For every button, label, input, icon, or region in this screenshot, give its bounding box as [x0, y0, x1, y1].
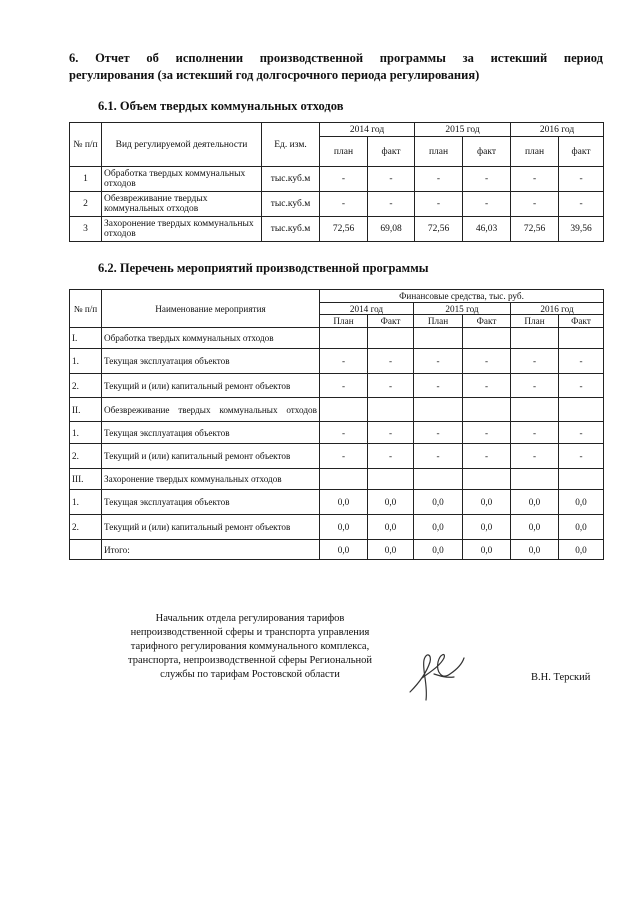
cell-value: -: [511, 192, 559, 217]
cell-value: 0,0: [414, 490, 463, 515]
table-row-total: [70, 540, 604, 560]
cell-value: -: [368, 349, 414, 374]
cell-value: -: [415, 192, 463, 217]
table-row: [70, 422, 604, 444]
cell-value: -: [368, 444, 414, 469]
cell-value: -: [463, 444, 511, 469]
table-row: [70, 349, 604, 374]
header-fact: факт: [463, 137, 511, 167]
cell-value: 0,0: [463, 490, 511, 515]
header-year: 2014 год: [320, 303, 414, 315]
cell-value: 0,0: [368, 490, 414, 515]
section-6-2-title: 6.2. Перечень мероприятий производственной программы: [98, 261, 429, 275]
section-6-heading-line2: регулирования (за истекший год долгосрочного периода регулирования): [69, 68, 480, 82]
header-fact: факт: [559, 137, 604, 167]
cell-value: -: [559, 374, 604, 398]
cell-value: -: [320, 374, 368, 398]
header-fact: Факт: [368, 315, 414, 328]
cell-value: -: [320, 167, 368, 192]
row-name: Обработка твердых коммунальных отходов: [102, 328, 320, 349]
cell-value: [368, 469, 414, 490]
table-row: [70, 469, 604, 490]
cell-value: -: [320, 192, 368, 217]
row-num: 2.: [70, 444, 102, 469]
cell-value: -: [511, 374, 559, 398]
cell-value: 0,0: [414, 540, 463, 560]
cell-value: [368, 398, 414, 422]
table-row: [70, 217, 604, 242]
cell-value: [559, 398, 604, 422]
table-row: [70, 328, 604, 349]
cell-value: 0,0: [511, 515, 559, 540]
row-name: Текущая эксплуатация объектов: [102, 349, 320, 374]
row-num: III.: [70, 469, 102, 490]
cell-value: -: [415, 167, 463, 192]
signatory-position-line: тарифного регулирования коммунального комплекса,: [130, 641, 370, 652]
cell-value: -: [511, 422, 559, 444]
cell-value: -: [511, 167, 559, 192]
signatory-name: В.Н. Терский: [531, 672, 591, 683]
signatory-position-line: транспорта, непроизводственной сферы Региональной: [127, 655, 372, 666]
row-num: 1.: [70, 349, 102, 374]
row-unit: тыс.куб.м: [262, 167, 320, 192]
cell-value: 72,56: [320, 217, 368, 242]
cell-value: -: [368, 374, 414, 398]
waste-volume-table: [69, 122, 604, 242]
cell-value: 0,0: [511, 490, 559, 515]
cell-value: [559, 328, 604, 349]
cell-value: -: [559, 349, 604, 374]
cell-value: 72,56: [511, 217, 559, 242]
cell-value: 0,0: [368, 540, 414, 560]
cell-value: [511, 469, 559, 490]
cell-value: 0,0: [559, 490, 604, 515]
header-num: № п/п: [70, 123, 102, 167]
cell-value: 0,0: [511, 540, 559, 560]
row-num: 2.: [70, 374, 102, 398]
header-activity: Вид регулируемой деятельности: [102, 123, 262, 167]
cell-value: 46,03: [463, 217, 511, 242]
header-plan: план: [415, 137, 463, 167]
cell-value: 0,0: [559, 515, 604, 540]
handwritten-signature: [404, 644, 468, 704]
header-year: 2016 год: [511, 123, 604, 137]
header-year: 2016 год: [511, 303, 604, 315]
header-unit: Ед. изм.: [262, 123, 320, 167]
cell-value: 0,0: [320, 515, 368, 540]
header-year: 2014 год: [320, 123, 415, 137]
row-unit: тыс.куб.м: [262, 217, 320, 242]
table-row: [70, 398, 604, 422]
cell-value: [320, 469, 368, 490]
row-name: Захоронение твердых коммунальных отходов: [102, 217, 262, 242]
cell-value: 0,0: [463, 515, 511, 540]
cell-value: [320, 398, 368, 422]
cell-value: -: [511, 444, 559, 469]
cell-value: [463, 469, 511, 490]
cell-value: 0,0: [463, 540, 511, 560]
signatory-position-line: Начальник отдела регулирования тарифов: [155, 613, 345, 624]
header-year: 2015 год: [415, 123, 511, 137]
cell-value: [368, 328, 414, 349]
header-finance: Финансовые средства, тыс. руб.: [320, 290, 604, 303]
cell-value: -: [463, 374, 511, 398]
row-num: I.: [70, 328, 102, 349]
header-measure-name: Наименование мероприятия: [102, 290, 320, 328]
cell-value: [463, 398, 511, 422]
cell-value: -: [559, 444, 604, 469]
cell-value: -: [463, 167, 511, 192]
row-num: 1.: [70, 422, 102, 444]
row-name: Текущий и (или) капитальный ремонт объектов: [102, 374, 320, 398]
row-name: Обезвреживание твердых коммунальных отходов: [102, 192, 262, 217]
cell-value: -: [414, 444, 463, 469]
cell-value: [414, 398, 463, 422]
header-fact: Факт: [559, 315, 604, 328]
row-num: 2: [70, 192, 102, 217]
row-name: Обработка твердых коммунальных отходов: [102, 167, 262, 192]
cell-value: -: [463, 422, 511, 444]
cell-value: 0,0: [320, 540, 368, 560]
row-name: Обезвреживание твердых коммунальных отходов: [102, 398, 320, 422]
signatory-position: [100, 612, 400, 682]
header-fact: факт: [368, 137, 415, 167]
table-row: [70, 515, 604, 540]
row-num: 1.: [70, 490, 102, 515]
row-name: Итого:: [102, 540, 320, 560]
cell-value: -: [414, 422, 463, 444]
table-row: [70, 490, 604, 515]
table-row: [70, 444, 604, 469]
header-year: 2015 год: [414, 303, 511, 315]
cell-value: -: [511, 349, 559, 374]
cell-value: 0,0: [414, 515, 463, 540]
signatory-position-line: службы по тарифам Ростовской области: [160, 669, 340, 680]
row-unit: тыс.куб.м: [262, 192, 320, 217]
header-plan: план: [320, 137, 368, 167]
program-measures-table: [69, 289, 604, 560]
cell-value: -: [320, 444, 368, 469]
header-plan: План: [511, 315, 559, 328]
row-name: Текущий и (или) капитальный ремонт объектов: [102, 444, 320, 469]
section-6-1-title: 6.1. Объем твердых коммунальных отходов: [98, 99, 344, 113]
row-name: Текущая эксплуатация объектов: [102, 490, 320, 515]
row-num: 1: [70, 167, 102, 192]
cell-value: 0,0: [368, 515, 414, 540]
cell-value: -: [320, 422, 368, 444]
cell-value: -: [414, 349, 463, 374]
cell-value: [511, 398, 559, 422]
cell-value: -: [463, 192, 511, 217]
cell-value: 72,56: [415, 217, 463, 242]
cell-value: -: [320, 349, 368, 374]
cell-value: -: [414, 374, 463, 398]
row-num: 2.: [70, 515, 102, 540]
cell-value: 69,08: [368, 217, 415, 242]
cell-value: 39,56: [559, 217, 604, 242]
table-row: [70, 167, 604, 192]
row-name: Захоронение твердых коммунальных отходов: [102, 469, 320, 490]
header-plan: план: [511, 137, 559, 167]
cell-value: [559, 469, 604, 490]
header-plan: План: [320, 315, 368, 328]
cell-value: [320, 328, 368, 349]
cell-value: 0,0: [559, 540, 604, 560]
row-num: [70, 540, 102, 560]
cell-value: -: [559, 192, 604, 217]
cell-value: -: [559, 422, 604, 444]
section-6-heading: [69, 50, 603, 84]
cell-value: [414, 328, 463, 349]
cell-value: -: [368, 167, 415, 192]
header-fact: Факт: [463, 315, 511, 328]
header-num: № п/п: [70, 290, 102, 328]
cell-value: -: [463, 349, 511, 374]
signatory-position-line: непроизводственной сферы и транспорта управления: [130, 627, 370, 638]
cell-value: [463, 328, 511, 349]
cell-value: -: [368, 192, 415, 217]
row-num: II.: [70, 398, 102, 422]
section-6-heading-line1: 6. Отчет об исполнении производственной программы за истекший период: [69, 51, 603, 65]
row-name: Текущая эксплуатация объектов: [102, 422, 320, 444]
cell-value: -: [559, 167, 604, 192]
table-row: [70, 374, 604, 398]
cell-value: [511, 328, 559, 349]
row-name: Текущий и (или) капитальный ремонт объектов: [102, 515, 320, 540]
cell-value: [414, 469, 463, 490]
row-num: 3: [70, 217, 102, 242]
cell-value: -: [368, 422, 414, 444]
cell-value: 0,0: [320, 490, 368, 515]
table-row: [70, 192, 604, 217]
header-plan: План: [414, 315, 463, 328]
